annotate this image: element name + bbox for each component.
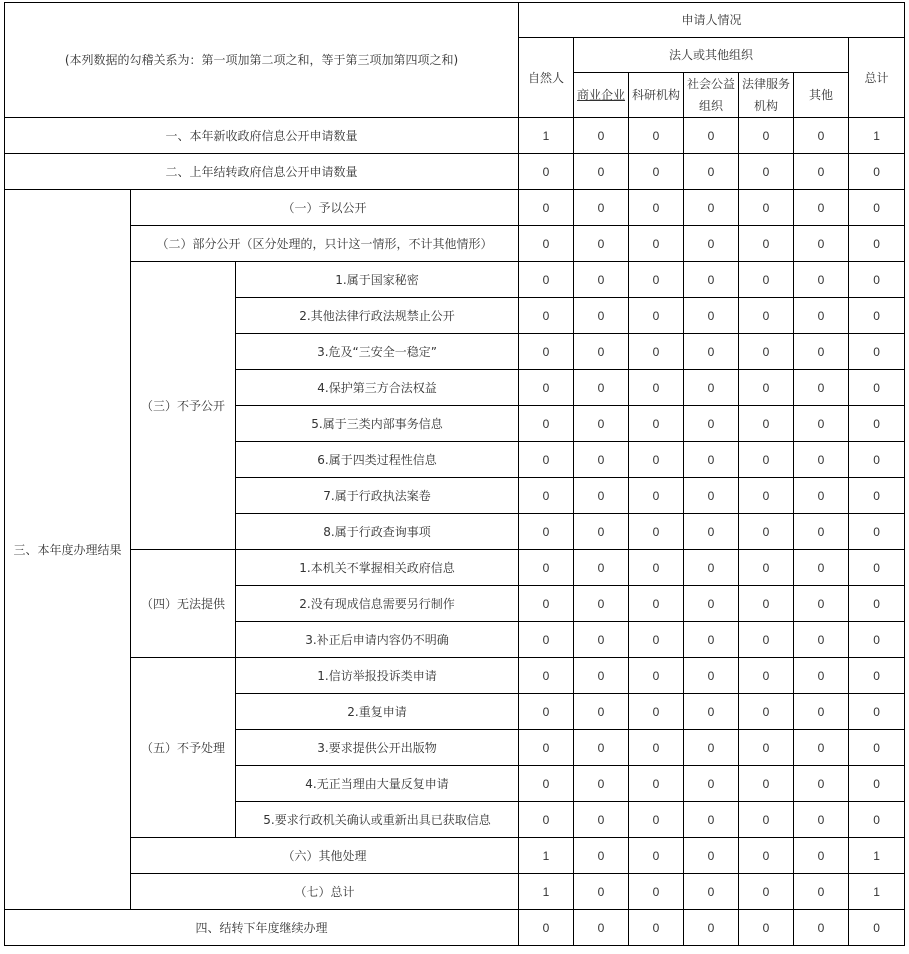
value-cell: 0	[794, 802, 849, 838]
table-row	[5, 838, 905, 874]
value-cell: 0	[849, 190, 905, 226]
item-label: 4.无正当理由大量反复申请	[236, 766, 519, 802]
value-cell: 0	[739, 586, 794, 622]
value-cell: 0	[519, 766, 574, 802]
value-cell: 0	[519, 910, 574, 946]
org-type-header: 法律服务机构	[739, 73, 794, 118]
value-cell: 0	[684, 442, 739, 478]
org-type-header: 商业企业	[574, 73, 629, 118]
value-cell: 0	[849, 334, 905, 370]
row-label: （七）总计	[131, 874, 519, 910]
value-cell: 0	[739, 262, 794, 298]
value-cell: 1	[849, 838, 905, 874]
value-cell: 0	[849, 226, 905, 262]
table-row	[5, 118, 905, 154]
value-cell: 0	[574, 766, 629, 802]
value-cell: 0	[849, 910, 905, 946]
value-cell: 0	[519, 154, 574, 190]
value-cell: 0	[849, 262, 905, 298]
value-cell: 0	[519, 262, 574, 298]
value-cell: 0	[684, 406, 739, 442]
value-cell: 0	[684, 550, 739, 586]
item-label: 5.属于三类内部事务信息	[236, 406, 519, 442]
value-cell: 0	[629, 406, 684, 442]
legal-or-other-org-header: 法人或其他组织	[574, 38, 849, 73]
value-cell: 1	[519, 838, 574, 874]
value-cell: 0	[574, 262, 629, 298]
value-cell: 0	[574, 838, 629, 874]
value-cell: 0	[684, 694, 739, 730]
value-cell: 0	[739, 658, 794, 694]
value-cell: 0	[849, 694, 905, 730]
item-label: 1.本机关不掌握相关政府信息	[236, 550, 519, 586]
value-cell: 0	[574, 874, 629, 910]
value-cell: 0	[519, 586, 574, 622]
value-cell: 0	[739, 910, 794, 946]
value-cell: 0	[684, 874, 739, 910]
value-cell: 0	[574, 730, 629, 766]
value-cell: 0	[629, 226, 684, 262]
value-cell: 0	[849, 442, 905, 478]
value-cell: 0	[519, 550, 574, 586]
value-cell: 0	[629, 658, 684, 694]
value-cell: 0	[739, 118, 794, 154]
value-cell: 0	[794, 874, 849, 910]
value-cell: 0	[574, 154, 629, 190]
value-cell: 0	[629, 118, 684, 154]
value-cell: 0	[684, 838, 739, 874]
value-cell: 0	[739, 730, 794, 766]
value-cell: 0	[794, 478, 849, 514]
table-row	[5, 190, 905, 226]
value-cell: 0	[684, 658, 739, 694]
value-cell: 0	[684, 910, 739, 946]
item-label: 3.危及“三安全一稳定”	[236, 334, 519, 370]
value-cell: 0	[739, 802, 794, 838]
value-cell: 0	[684, 478, 739, 514]
value-cell: 0	[849, 622, 905, 658]
value-cell: 0	[739, 370, 794, 406]
value-cell: 0	[519, 694, 574, 730]
value-cell: 0	[684, 766, 739, 802]
value-cell: 0	[519, 298, 574, 334]
value-cell: 0	[519, 190, 574, 226]
value-cell: 0	[739, 442, 794, 478]
value-cell: 0	[684, 262, 739, 298]
table-row	[5, 550, 905, 586]
table-row	[5, 658, 905, 694]
value-cell: 0	[739, 298, 794, 334]
value-cell: 0	[574, 478, 629, 514]
item-label: 2.没有现成信息需要另行制作	[236, 586, 519, 622]
value-cell: 0	[739, 226, 794, 262]
value-cell: 0	[684, 730, 739, 766]
value-cell: 0	[684, 334, 739, 370]
value-cell: 0	[849, 154, 905, 190]
value-cell: 0	[574, 442, 629, 478]
value-cell: 0	[519, 802, 574, 838]
value-cell: 0	[849, 766, 905, 802]
value-cell: 0	[574, 298, 629, 334]
value-cell: 0	[794, 622, 849, 658]
value-cell: 0	[684, 298, 739, 334]
value-cell: 0	[574, 370, 629, 406]
value-cell: 0	[519, 334, 574, 370]
value-cell: 0	[849, 298, 905, 334]
value-cell: 0	[849, 730, 905, 766]
value-cell: 0	[629, 478, 684, 514]
value-cell: 0	[574, 406, 629, 442]
value-cell: 0	[574, 118, 629, 154]
value-cell: 0	[574, 658, 629, 694]
value-cell: 0	[684, 226, 739, 262]
value-cell: 0	[684, 586, 739, 622]
table-row	[5, 910, 905, 946]
value-cell: 0	[739, 406, 794, 442]
value-cell: 0	[629, 334, 684, 370]
value-cell: 0	[574, 550, 629, 586]
value-cell: 0	[684, 190, 739, 226]
value-cell: 0	[574, 910, 629, 946]
value-cell: 0	[629, 370, 684, 406]
value-cell: 0	[849, 370, 905, 406]
value-cell: 0	[739, 874, 794, 910]
value-cell: 0	[629, 442, 684, 478]
item-label: 1.信访举报投诉类申请	[236, 658, 519, 694]
item-label: 6.属于四类过程性信息	[236, 442, 519, 478]
table-row	[5, 226, 905, 262]
row-label: （一）予以公开	[131, 190, 519, 226]
value-cell: 0	[629, 874, 684, 910]
section-label: 三、本年度办理结果	[5, 190, 131, 910]
value-cell: 0	[629, 190, 684, 226]
value-cell: 0	[684, 154, 739, 190]
value-cell: 1	[519, 874, 574, 910]
value-cell: 0	[849, 586, 905, 622]
row-label: 一、本年新收政府信息公开申请数量	[5, 118, 519, 154]
value-cell: 0	[629, 838, 684, 874]
value-cell: 0	[629, 586, 684, 622]
value-cell: 1	[849, 874, 905, 910]
value-cell: 0	[794, 910, 849, 946]
value-cell: 0	[794, 190, 849, 226]
value-cell: 0	[739, 514, 794, 550]
value-cell: 0	[739, 334, 794, 370]
org-type-header: 科研机构	[629, 73, 684, 118]
value-cell: 0	[739, 622, 794, 658]
value-cell: 0	[794, 370, 849, 406]
value-cell: 0	[849, 478, 905, 514]
gov-info-disclosure-table	[4, 2, 905, 946]
value-cell: 0	[629, 910, 684, 946]
value-cell: 0	[739, 190, 794, 226]
value-cell: 1	[849, 118, 905, 154]
item-label: 7.属于行政执法案卷	[236, 478, 519, 514]
row-label: 四、结转下年度继续办理	[5, 910, 519, 946]
value-cell: 0	[574, 514, 629, 550]
value-cell: 0	[794, 694, 849, 730]
value-cell: 0	[794, 730, 849, 766]
value-cell: 0	[794, 838, 849, 874]
total-header: 总计	[849, 38, 905, 118]
applicant-situation-header: 申请人情况	[519, 3, 905, 38]
row-label: （二）部分公开（区分处理的，只计这一情形，不计其他情形）	[131, 226, 519, 262]
value-cell: 0	[574, 334, 629, 370]
value-cell: 0	[629, 622, 684, 658]
value-cell: 0	[684, 370, 739, 406]
item-label: 2.重复申请	[236, 694, 519, 730]
value-cell: 0	[629, 514, 684, 550]
value-cell: 0	[849, 514, 905, 550]
value-cell: 0	[684, 118, 739, 154]
item-label: 5.要求行政机关确认或重新出具已获取信息	[236, 802, 519, 838]
value-cell: 0	[739, 766, 794, 802]
value-cell: 0	[519, 226, 574, 262]
item-label: 1.属于国家秘密	[236, 262, 519, 298]
group-label: （四）无法提供	[131, 550, 236, 658]
org-type-header: 其他	[794, 73, 849, 118]
value-cell: 0	[629, 550, 684, 586]
value-cell: 0	[574, 694, 629, 730]
value-cell: 0	[849, 550, 905, 586]
item-label: 2.其他法律行政法规禁止公开	[236, 298, 519, 334]
value-cell: 0	[629, 154, 684, 190]
value-cell: 0	[739, 154, 794, 190]
value-cell: 0	[739, 478, 794, 514]
value-cell: 0	[629, 694, 684, 730]
value-cell: 0	[794, 658, 849, 694]
value-cell: 0	[629, 730, 684, 766]
item-label: 4.保护第三方合法权益	[236, 370, 519, 406]
value-cell: 0	[684, 622, 739, 658]
value-cell: 0	[794, 406, 849, 442]
value-cell: 0	[629, 298, 684, 334]
value-cell: 0	[519, 370, 574, 406]
row-label: （六）其他处理	[131, 838, 519, 874]
value-cell: 0	[629, 766, 684, 802]
org-type-header: 社会公益组织	[684, 73, 739, 118]
value-cell: 0	[629, 802, 684, 838]
value-cell: 0	[684, 802, 739, 838]
value-cell: 0	[794, 154, 849, 190]
table-note: (本列数据的勾稽关系为：第一项加第二项之和，等于第三项加第四项之和)	[5, 3, 519, 118]
value-cell: 0	[794, 766, 849, 802]
group-label: （五）不予处理	[131, 658, 236, 838]
table-row	[5, 262, 905, 298]
table-row	[5, 154, 905, 190]
group-label: （三）不予公开	[131, 262, 236, 550]
value-cell: 0	[794, 226, 849, 262]
value-cell: 1	[519, 118, 574, 154]
value-cell: 0	[794, 586, 849, 622]
value-cell: 0	[574, 622, 629, 658]
value-cell: 0	[519, 478, 574, 514]
table-row	[5, 874, 905, 910]
value-cell: 0	[849, 658, 905, 694]
value-cell: 0	[519, 406, 574, 442]
value-cell: 0	[574, 802, 629, 838]
value-cell: 0	[519, 442, 574, 478]
value-cell: 0	[574, 190, 629, 226]
value-cell: 0	[794, 550, 849, 586]
value-cell: 0	[849, 406, 905, 442]
value-cell: 0	[794, 442, 849, 478]
natural-person-header: 自然人	[519, 38, 574, 118]
value-cell: 0	[519, 622, 574, 658]
value-cell: 0	[574, 586, 629, 622]
value-cell: 0	[519, 730, 574, 766]
value-cell: 0	[519, 514, 574, 550]
value-cell: 0	[739, 838, 794, 874]
value-cell: 0	[739, 550, 794, 586]
item-label: 3.补正后申请内容仍不明确	[236, 622, 519, 658]
value-cell: 0	[794, 514, 849, 550]
value-cell: 0	[794, 334, 849, 370]
value-cell: 0	[849, 802, 905, 838]
value-cell: 0	[574, 226, 629, 262]
item-label: 8.属于行政查询事项	[236, 514, 519, 550]
value-cell: 0	[794, 262, 849, 298]
value-cell: 0	[739, 694, 794, 730]
value-cell: 0	[794, 298, 849, 334]
value-cell: 0	[794, 118, 849, 154]
value-cell: 0	[519, 658, 574, 694]
item-label: 3.要求提供公开出版物	[236, 730, 519, 766]
value-cell: 0	[629, 262, 684, 298]
row-label: 二、上年结转政府信息公开申请数量	[5, 154, 519, 190]
value-cell: 0	[684, 514, 739, 550]
